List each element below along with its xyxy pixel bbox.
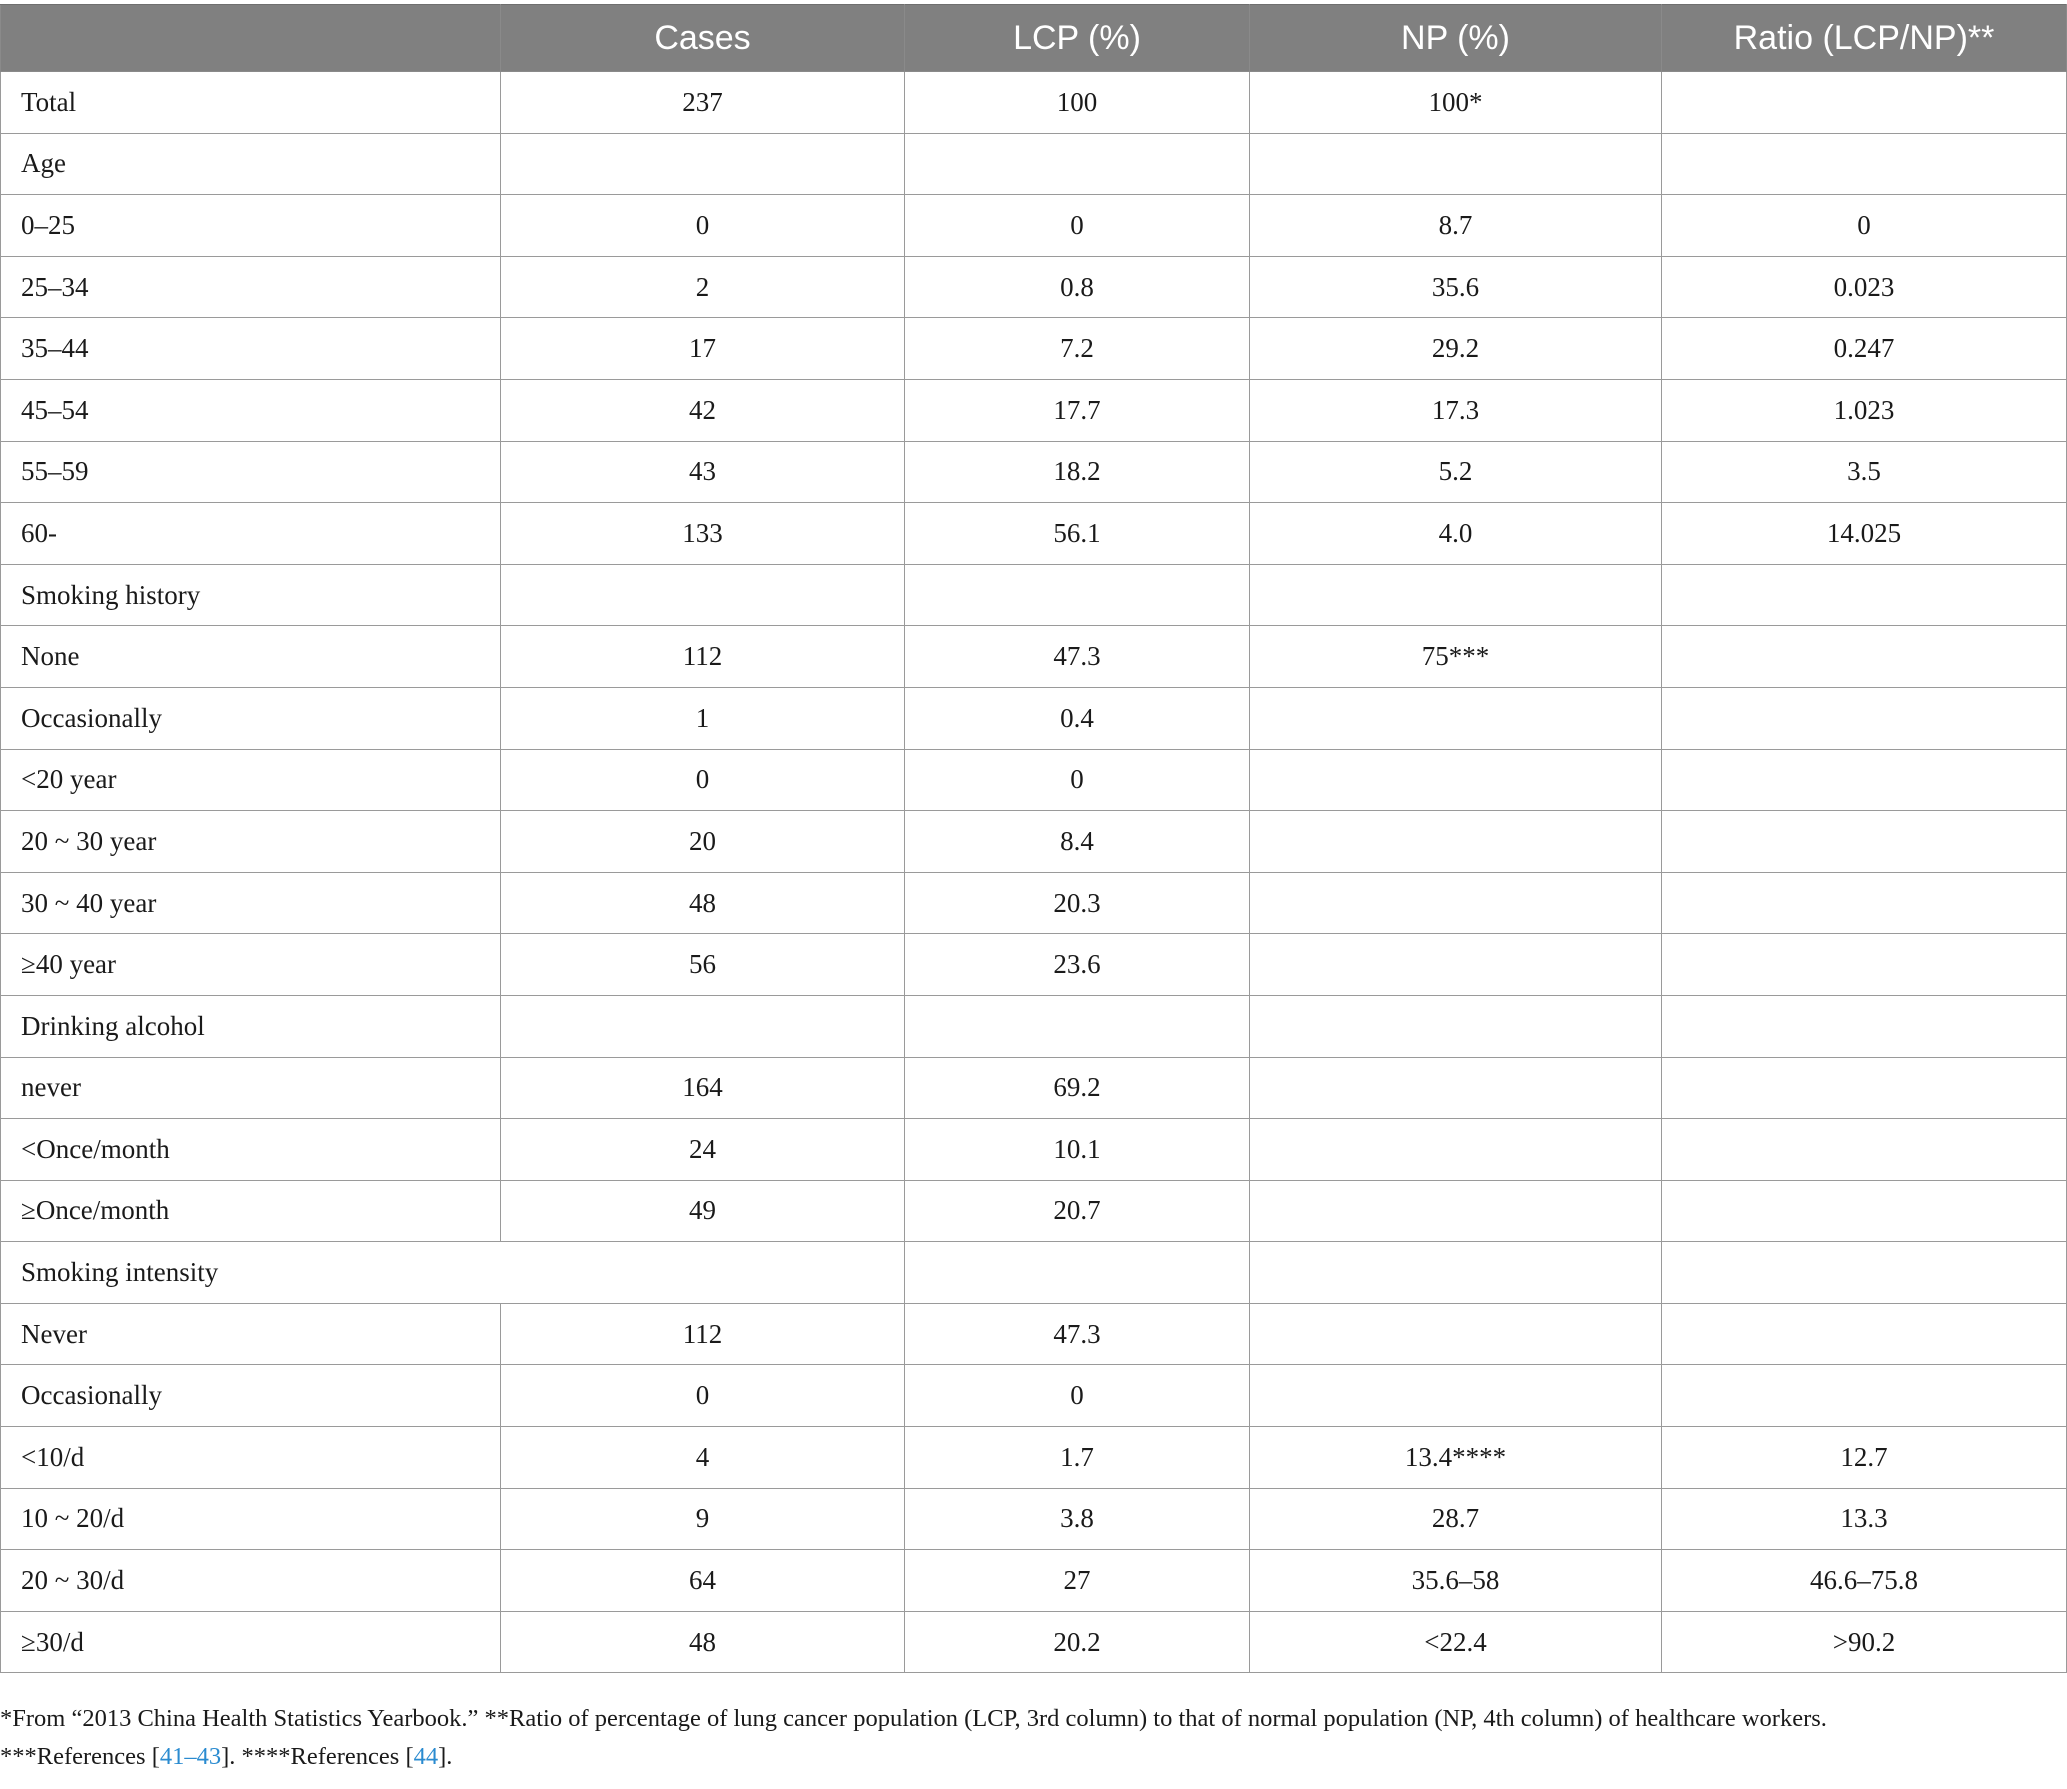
cell-cases: 20 <box>501 811 905 873</box>
cell-ratio <box>1662 1242 2067 1304</box>
cell-ratio: 0 <box>1662 195 2067 257</box>
section-label: Smoking intensity <box>1 1242 905 1304</box>
cell-np: 29.2 <box>1250 318 1662 380</box>
section-row <box>1 1242 2067 1304</box>
cell-cases: 112 <box>501 626 905 688</box>
cell-np: 17.3 <box>1250 379 1662 441</box>
cell-cases: 0 <box>501 749 905 811</box>
cell-ratio <box>1662 1365 2067 1427</box>
header-ratio: Ratio (LCP/NP)** <box>1662 5 2067 72</box>
section-row <box>1 995 2067 1057</box>
cell-np: 28.7 <box>1250 1488 1662 1550</box>
cell-lcp: 69.2 <box>905 1057 1250 1119</box>
footnote-text: ]. <box>438 1743 453 1770</box>
cell-np <box>1250 1057 1662 1119</box>
cell-cases: 164 <box>501 1057 905 1119</box>
table-row <box>1 872 2067 934</box>
cell-np: 13.4**** <box>1250 1427 1662 1489</box>
row-label: 35–44 <box>1 318 501 380</box>
table-row <box>1 1180 2067 1242</box>
cell-ratio <box>1662 1119 2067 1181</box>
cell-lcp: 0 <box>905 1365 1250 1427</box>
cell-np <box>1250 1119 1662 1181</box>
row-label: 20 ~ 30 year <box>1 811 501 873</box>
cell-lcp: 27 <box>905 1550 1250 1612</box>
cell-ratio <box>1662 626 2067 688</box>
row-label: 30 ~ 40 year <box>1 872 501 934</box>
cell-np <box>1250 934 1662 996</box>
cell-np <box>1250 1180 1662 1242</box>
cell-ratio <box>1662 749 2067 811</box>
cell-cases: 43 <box>501 441 905 503</box>
row-label: <Once/month <box>1 1119 501 1181</box>
row-label: 20 ~ 30/d <box>1 1550 501 1612</box>
row-label: 45–54 <box>1 379 501 441</box>
cell-lcp <box>905 1242 1250 1304</box>
row-label: 25–34 <box>1 256 501 318</box>
cell-np <box>1250 749 1662 811</box>
cell-cases: 56 <box>501 934 905 996</box>
cell-ratio <box>1662 934 2067 996</box>
data-table <box>0 4 2067 1673</box>
row-label: ≥40 year <box>1 934 501 996</box>
cell-ratio: 0.247 <box>1662 318 2067 380</box>
cell-ratio <box>1662 564 2067 626</box>
cell-ratio: 13.3 <box>1662 1488 2067 1550</box>
row-label: <10/d <box>1 1427 501 1489</box>
footnote-text: ]. ****References [ <box>221 1743 414 1770</box>
reference-link[interactable]: 44 <box>413 1743 439 1770</box>
cell-lcp: 8.4 <box>905 811 1250 873</box>
cell-cases: 237 <box>501 72 905 134</box>
cell-np <box>1250 564 1662 626</box>
row-label: 0–25 <box>1 195 501 257</box>
cell-lcp <box>905 995 1250 1057</box>
cell-cases: 48 <box>501 1611 905 1673</box>
cell-cases: 133 <box>501 503 905 565</box>
row-label: 55–59 <box>1 441 501 503</box>
table-row <box>1 318 2067 380</box>
footnote-line-1: *From “2013 China Health Statistics Yearbook.” **Ratio of percentage of lung cancer population (LCP, 3rd column) to that of normal population (NP, 4th column) of healthcare workers. <box>0 1705 1827 1732</box>
cell-np: 100* <box>1250 72 1662 134</box>
table-row <box>1 934 2067 996</box>
cell-ratio <box>1662 811 2067 873</box>
cell-lcp: 1.7 <box>905 1427 1250 1489</box>
table-row <box>1 1119 2067 1181</box>
cell-cases: 112 <box>501 1303 905 1365</box>
row-label: ≥30/d <box>1 1611 501 1673</box>
cell-cases: 49 <box>501 1180 905 1242</box>
table-row <box>1 626 2067 688</box>
cell-np <box>1250 872 1662 934</box>
cell-np <box>1250 1242 1662 1304</box>
cell-lcp: 7.2 <box>905 318 1250 380</box>
cell-np: 35.6 <box>1250 256 1662 318</box>
section-row <box>1 133 2067 195</box>
cell-ratio: 14.025 <box>1662 503 2067 565</box>
cell-cases: 1 <box>501 687 905 749</box>
cell-lcp: 18.2 <box>905 441 1250 503</box>
cell-cases: 0 <box>501 1365 905 1427</box>
cell-lcp: 20.2 <box>905 1611 1250 1673</box>
section-label: Smoking history <box>1 564 501 626</box>
header-cases: Cases <box>501 5 905 72</box>
cell-np: 5.2 <box>1250 441 1662 503</box>
table-body <box>1 72 2067 1673</box>
footnote-text: ***References [ <box>0 1743 160 1770</box>
cell-lcp: 0 <box>905 749 1250 811</box>
table-row <box>1 379 2067 441</box>
row-label: None <box>1 626 501 688</box>
cell-np <box>1250 995 1662 1057</box>
table-row <box>1 503 2067 565</box>
section-label: Age <box>1 133 501 195</box>
cell-lcp: 3.8 <box>905 1488 1250 1550</box>
header-np: NP (%) <box>1250 5 1662 72</box>
header-lcp: LCP (%) <box>905 5 1250 72</box>
cell-cases: 17 <box>501 318 905 380</box>
cell-lcp: 20.3 <box>905 872 1250 934</box>
cell-np <box>1250 811 1662 873</box>
cell-ratio <box>1662 133 2067 195</box>
header-label <box>1 5 501 72</box>
cell-cases <box>501 564 905 626</box>
cell-lcp: 0 <box>905 195 1250 257</box>
cell-lcp: 47.3 <box>905 626 1250 688</box>
row-label: never <box>1 1057 501 1119</box>
table-row <box>1 1427 2067 1489</box>
cell-cases: 0 <box>501 195 905 257</box>
cell-np: 8.7 <box>1250 195 1662 257</box>
cell-ratio: >90.2 <box>1662 1611 2067 1673</box>
cell-ratio <box>1662 1057 2067 1119</box>
row-label: ≥Once/month <box>1 1180 501 1242</box>
cell-np: <22.4 <box>1250 1611 1662 1673</box>
row-label: 60- <box>1 503 501 565</box>
footnotes <box>0 1700 2060 1776</box>
cell-lcp: 100 <box>905 72 1250 134</box>
table-row <box>1 1365 2067 1427</box>
cell-np <box>1250 1365 1662 1427</box>
cell-cases: 9 <box>501 1488 905 1550</box>
header-row <box>1 5 2067 72</box>
cell-lcp: 20.7 <box>905 1180 1250 1242</box>
cell-ratio: 46.6–75.8 <box>1662 1550 2067 1612</box>
row-label: Occasionally <box>1 1365 501 1427</box>
row-label: <20 year <box>1 749 501 811</box>
cell-cases <box>501 995 905 1057</box>
cell-lcp: 10.1 <box>905 1119 1250 1181</box>
cell-ratio <box>1662 72 2067 134</box>
cell-lcp: 0.4 <box>905 687 1250 749</box>
cell-np: 35.6–58 <box>1250 1550 1662 1612</box>
cell-ratio: 3.5 <box>1662 441 2067 503</box>
table-container <box>0 4 2067 1673</box>
row-label: Total <box>1 72 501 134</box>
cell-ratio: 12.7 <box>1662 1427 2067 1489</box>
cell-ratio <box>1662 872 2067 934</box>
cell-cases: 24 <box>501 1119 905 1181</box>
cell-ratio: 1.023 <box>1662 379 2067 441</box>
row-label: Occasionally <box>1 687 501 749</box>
row-label: 10 ~ 20/d <box>1 1488 501 1550</box>
table-row <box>1 256 2067 318</box>
cell-np <box>1250 133 1662 195</box>
cell-ratio: 0.023 <box>1662 256 2067 318</box>
cell-cases: 64 <box>501 1550 905 1612</box>
row-label: Never <box>1 1303 501 1365</box>
cell-lcp <box>905 133 1250 195</box>
table-row <box>1 441 2067 503</box>
table-row <box>1 687 2067 749</box>
cell-cases: 48 <box>501 872 905 934</box>
table-row <box>1 1488 2067 1550</box>
cell-ratio <box>1662 687 2067 749</box>
cell-lcp: 47.3 <box>905 1303 1250 1365</box>
table-row <box>1 1611 2067 1673</box>
cell-cases: 42 <box>501 379 905 441</box>
section-label: Drinking alcohol <box>1 995 501 1057</box>
cell-cases: 2 <box>501 256 905 318</box>
cell-cases <box>501 133 905 195</box>
cell-lcp: 56.1 <box>905 503 1250 565</box>
cell-lcp <box>905 564 1250 626</box>
table-row <box>1 72 2067 134</box>
cell-np <box>1250 1303 1662 1365</box>
cell-cases: 4 <box>501 1427 905 1489</box>
cell-np <box>1250 687 1662 749</box>
cell-ratio <box>1662 1180 2067 1242</box>
cell-np: 75*** <box>1250 626 1662 688</box>
reference-link[interactable]: 41–43 <box>159 1743 222 1770</box>
table-row <box>1 1303 2067 1365</box>
cell-lcp: 17.7 <box>905 379 1250 441</box>
cell-ratio <box>1662 1303 2067 1365</box>
section-row <box>1 564 2067 626</box>
table-row <box>1 1057 2067 1119</box>
table-row <box>1 749 2067 811</box>
cell-ratio <box>1662 995 2067 1057</box>
table-row <box>1 811 2067 873</box>
cell-np: 4.0 <box>1250 503 1662 565</box>
table-row <box>1 1550 2067 1612</box>
cell-lcp: 0.8 <box>905 256 1250 318</box>
cell-lcp: 23.6 <box>905 934 1250 996</box>
table-row <box>1 195 2067 257</box>
footnote-line-2 <box>0 1738 2060 1776</box>
